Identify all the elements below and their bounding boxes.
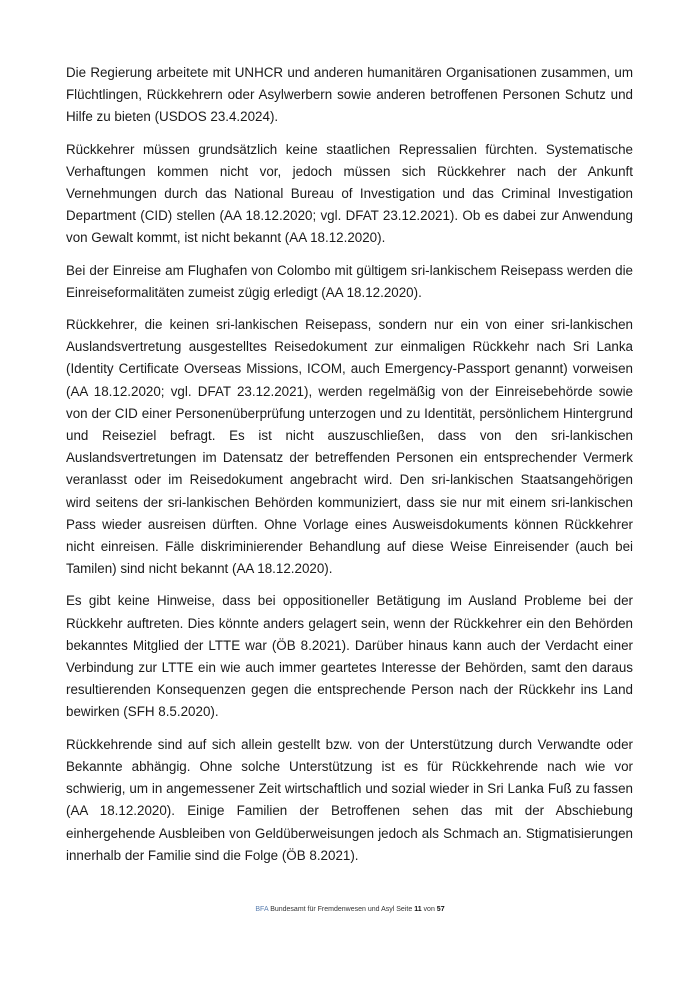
footer-page-current: 11 bbox=[414, 906, 422, 913]
footer-organization: Bundesamt für Fremdenwesen und Asyl bbox=[270, 906, 395, 913]
paragraph-returnee-support: Rückkehrende sind auf sich allein gestellt bzw. von der Unterstützung durch Verwandte oder Bekannte abhängig. Ohne solche Unterstützung ist es für Rückkehrende nach wie vor schwierig, um in angemessener Zeit wirtschaftlich und sozial wieder in Sri Lanka Fuß zu fassen (AA 18.12.2020). Einige Familien der Betroffenen sehen das mit der Abschiebung einhergehende Ausbleiben von Geldüberweisungen jedoch als Schmach an. Stigmatisierungen innerhalb der Familie sind die Folge (ÖB 8.2021). bbox=[66, 736, 633, 863]
document-body bbox=[66, 62, 633, 877]
paragraph-icom-returnees: Rückkehrer, die keinen sri-lankischen Reisepass, sondern nur ein von einer sri-lankischen Auslandsvertretung ausgestelltes Reisedokument zur einmaligen Rückkehr nach Sri Lanka (Identity Certificate Overseas Missions, ICOM, auch Emergency-Passport genannt) vorweisen (AA 18.12.2020; vgl. DFAT 23.12.2021), werden regelmäßig von der Einreisebehörde sowie von der CID einer Personenüberprüfung unterzogen und zu Identität, persönlichem Hintergrund und Reiseziel befragt. Es ist nicht auszuschließen, dass von den sri-lankischen Auslandsvertretungen im Datensatz der betreffenden Personen ein entsprechender Vermerk veranlasst oder im Reisedokument angebracht wird. Den sri-lankischen Staatsangehörigen wird seitens der sri-lankischen Behörden kommuniziert, dass sie nur mit einem sri-lankischen Pass wieder ausreisen dürften. Ohne Vorlage eines Ausweisdokuments können Rückkehrer nicht einreisen. Fälle diskriminierender Behandlung auf diese Weise Einreisender (auch bei Tamilen) sind nicht bekannt (AA 18.12.2020). bbox=[66, 317, 633, 577]
footer-page-label: Seite bbox=[396, 906, 413, 913]
footer-page-total: 57 bbox=[436, 906, 445, 913]
paragraph-no-repressions: Rückkehrer müssen grundsätzlich keine staatlichen Repressalien fürchten. Systematische Verhaftungen kommen nicht vor, jedoch müssen sich Rückkehrer nach der Ankunft Vernehmungen durch das National Bureau of Investigation und das Criminal Investigation Department (CID) stellen (AA 18.12.2020; vgl. DFAT 23.12.2021). Ob es dabei zur Anwendung von Gewalt kommt, ist nicht bekannt (AA 18.12.2020). bbox=[66, 141, 633, 246]
paragraph-unhcr-cooperation: Die Regierung arbeitete mit UNHCR und anderen humanitären Organisationen zusammen, um Flüchtlingen, Rückkehrern oder Asylwerbern sowie anderen betroffenen Personen Schutz und Hilfe zu bieten (USDOS 23.4.2024). bbox=[66, 65, 633, 125]
footer-page-of-label: von bbox=[423, 906, 435, 913]
paragraph-opposition-abroad: Es gibt keine Hinweise, dass bei oppositioneller Betätigung im Ausland Probleme bei der Rückkehr auftreten. Dies könnte anders gelagert sein, wenn der Rückkehrer ein den Behörden bekanntes Mitglied der LTTE war (ÖB 8.2021). Darüber hinaus kann auch der Verdacht einer Verbindung zur LTTE ein wie auch immer geartetes Interesse der Behörden, samt den daraus resultierenden Konsequenzen gegen die entsprechende Person nach der Rückkehr ins Land bewirken (SFH 8.5.2020). bbox=[66, 593, 633, 720]
footer-brand: BFA bbox=[255, 906, 269, 913]
page-footer bbox=[0, 906, 700, 913]
paragraph-colombo-entry: Bei der Einreise am Flughafen von Colombo mit gültigem sri-lankischem Reisepass werden die Einreiseformalitäten zumeist zügig erledigt (AA 18.12.2020). bbox=[66, 262, 633, 300]
